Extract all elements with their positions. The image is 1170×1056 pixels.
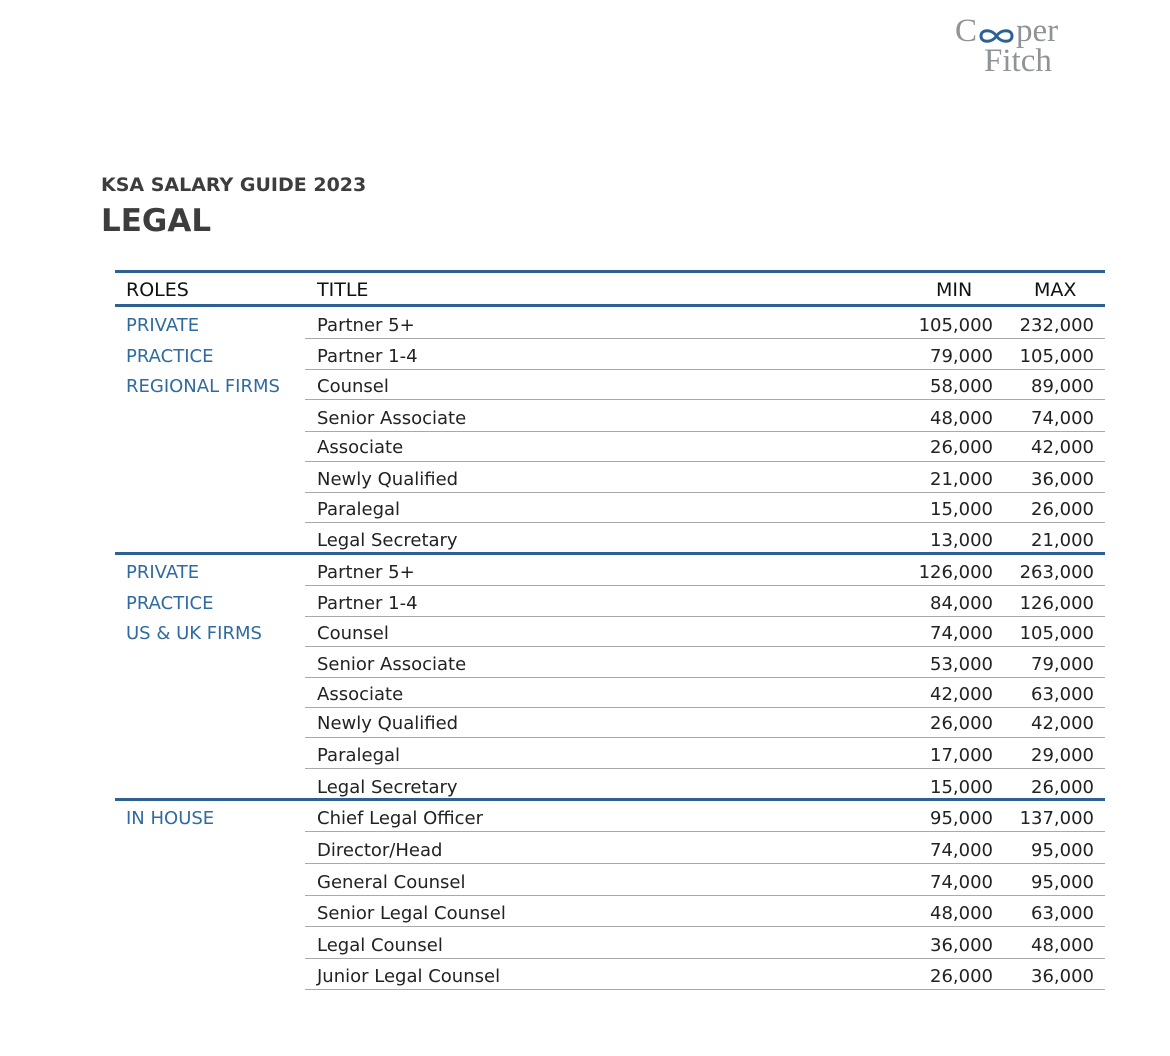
row-title: Associate (317, 437, 404, 458)
table-row (0, 314, 1170, 338)
row-divider (305, 522, 1105, 523)
row-max: 42,000 (1031, 713, 1094, 734)
row-divider (305, 926, 1105, 927)
row-title: Newly Qualified (317, 469, 459, 490)
row-min: 26,000 (930, 437, 993, 458)
table-row (0, 345, 1170, 369)
column-header-title: TITLE (317, 279, 369, 301)
role-label: PRIVATE (126, 315, 200, 336)
row-title: Senior Associate (317, 408, 467, 429)
row-title: Senior Associate (317, 654, 467, 675)
row-divider (305, 737, 1105, 738)
row-min: 58,000 (930, 376, 993, 397)
row-title: Senior Legal Counsel (317, 903, 506, 924)
row-min: 48,000 (930, 408, 993, 429)
table-row (0, 407, 1170, 431)
row-max: 137,000 (1019, 808, 1094, 829)
table-row (0, 839, 1170, 863)
row-title: Associate (317, 684, 404, 705)
row-max: 26,000 (1031, 777, 1094, 798)
row-title: Chief Legal Officer (317, 808, 484, 829)
row-min: 84,000 (930, 593, 993, 614)
row-title: General Counsel (317, 872, 466, 893)
row-min: 74,000 (930, 623, 993, 644)
table-row (0, 902, 1170, 926)
row-divider (305, 616, 1105, 617)
guide-title: KSA SALARY GUIDE 2023 (101, 174, 367, 196)
row-max: 63,000 (1031, 684, 1094, 705)
logo-line1 (955, 13, 1075, 49)
row-min: 26,000 (930, 713, 993, 734)
row-min: 36,000 (930, 935, 993, 956)
row-min: 21,000 (930, 469, 993, 490)
column-header-roles: ROLES (126, 279, 189, 301)
cooper-fitch-logo (955, 13, 1075, 79)
row-min: 53,000 (930, 654, 993, 675)
row-min: 74,000 (930, 840, 993, 861)
logo-line2: Fitch (984, 43, 1052, 79)
row-min: 17,000 (930, 745, 993, 766)
row-divider (305, 895, 1105, 896)
row-divider (305, 585, 1105, 586)
row-max: 42,000 (1031, 437, 1094, 458)
table-row (0, 468, 1170, 492)
table-row (0, 965, 1170, 989)
row-max: 95,000 (1031, 872, 1094, 893)
row-max: 79,000 (1031, 654, 1094, 675)
table-row (0, 934, 1170, 958)
row-title: Partner 5+ (317, 562, 415, 583)
row-title: Partner 5+ (317, 315, 415, 336)
row-divider (305, 646, 1105, 647)
table-row (0, 807, 1170, 831)
row-title: Legal Secretary (317, 777, 458, 798)
row-title: Legal Secretary (317, 530, 458, 551)
row-max: 26,000 (1031, 499, 1094, 520)
row-divider (305, 958, 1105, 959)
row-max: 63,000 (1031, 903, 1094, 924)
row-min: 48,000 (930, 903, 993, 924)
header-rule (115, 304, 1105, 307)
row-min: 26,000 (930, 966, 993, 987)
row-divider (305, 989, 1105, 990)
table-row (0, 436, 1170, 460)
row-title: Legal Counsel (317, 935, 443, 956)
page-heading: LEGAL (101, 203, 212, 239)
row-min: 15,000 (930, 777, 993, 798)
table-row (0, 653, 1170, 677)
row-min: 126,000 (918, 562, 993, 583)
table-row (0, 498, 1170, 522)
group-rule (115, 798, 1105, 801)
row-max: 126,000 (1019, 593, 1094, 614)
row-max: 95,000 (1031, 840, 1094, 861)
role-label: PRACTICE (126, 593, 214, 614)
row-min: 74,000 (930, 872, 993, 893)
role-label: PRIVATE (126, 562, 200, 583)
row-title: Partner 1-4 (317, 346, 418, 367)
table-row (0, 561, 1170, 585)
row-max: 21,000 (1031, 530, 1094, 551)
row-max: 48,000 (1031, 935, 1094, 956)
table-row (0, 712, 1170, 736)
row-title: Counsel (317, 623, 389, 644)
table-row (0, 529, 1170, 553)
row-max: 232,000 (1019, 315, 1094, 336)
group-rule (115, 552, 1105, 555)
column-header-min: MIN (936, 279, 973, 301)
row-min: 13,000 (930, 530, 993, 551)
row-max: 36,000 (1031, 469, 1094, 490)
row-max: 105,000 (1019, 623, 1094, 644)
table-row (0, 375, 1170, 399)
logo-c: C (955, 13, 978, 49)
row-divider (305, 707, 1105, 708)
row-divider (305, 831, 1105, 832)
row-min: 42,000 (930, 684, 993, 705)
row-divider (305, 369, 1105, 370)
row-max: 89,000 (1031, 376, 1094, 397)
row-divider (305, 431, 1105, 432)
row-title: Counsel (317, 376, 389, 397)
role-label: US & UK FIRMS (126, 623, 262, 644)
role-label: REGIONAL FIRMS (126, 376, 280, 397)
table-row (0, 744, 1170, 768)
table-row (0, 622, 1170, 646)
row-min: 15,000 (930, 499, 993, 520)
row-divider (305, 338, 1105, 339)
row-title: Junior Legal Counsel (317, 966, 501, 987)
table-row (0, 592, 1170, 616)
table-row (0, 871, 1170, 895)
row-title: Paralegal (317, 499, 401, 520)
row-max: 105,000 (1019, 346, 1094, 367)
role-label: PRACTICE (126, 346, 214, 367)
row-max: 74,000 (1031, 408, 1094, 429)
table-row (0, 776, 1170, 800)
row-max: 29,000 (1031, 745, 1094, 766)
row-divider (305, 461, 1105, 462)
row-max: 36,000 (1031, 966, 1094, 987)
row-min: 95,000 (930, 808, 993, 829)
row-title: Partner 1-4 (317, 593, 418, 614)
row-min: 79,000 (930, 346, 993, 367)
row-title: Paralegal (317, 745, 401, 766)
row-divider (305, 863, 1105, 864)
row-divider (305, 492, 1105, 493)
row-max: 263,000 (1019, 562, 1094, 583)
row-divider (305, 677, 1105, 678)
row-divider (305, 768, 1105, 769)
logo-per: per (1016, 13, 1059, 49)
table-top-rule (115, 270, 1105, 273)
column-header-max: MAX (1034, 279, 1077, 301)
row-title: Director/Head (317, 840, 443, 861)
table-row (0, 683, 1170, 707)
row-min: 105,000 (918, 315, 993, 336)
row-title: Newly Qualified (317, 713, 459, 734)
role-label: IN HOUSE (126, 808, 215, 829)
row-divider (305, 399, 1105, 400)
